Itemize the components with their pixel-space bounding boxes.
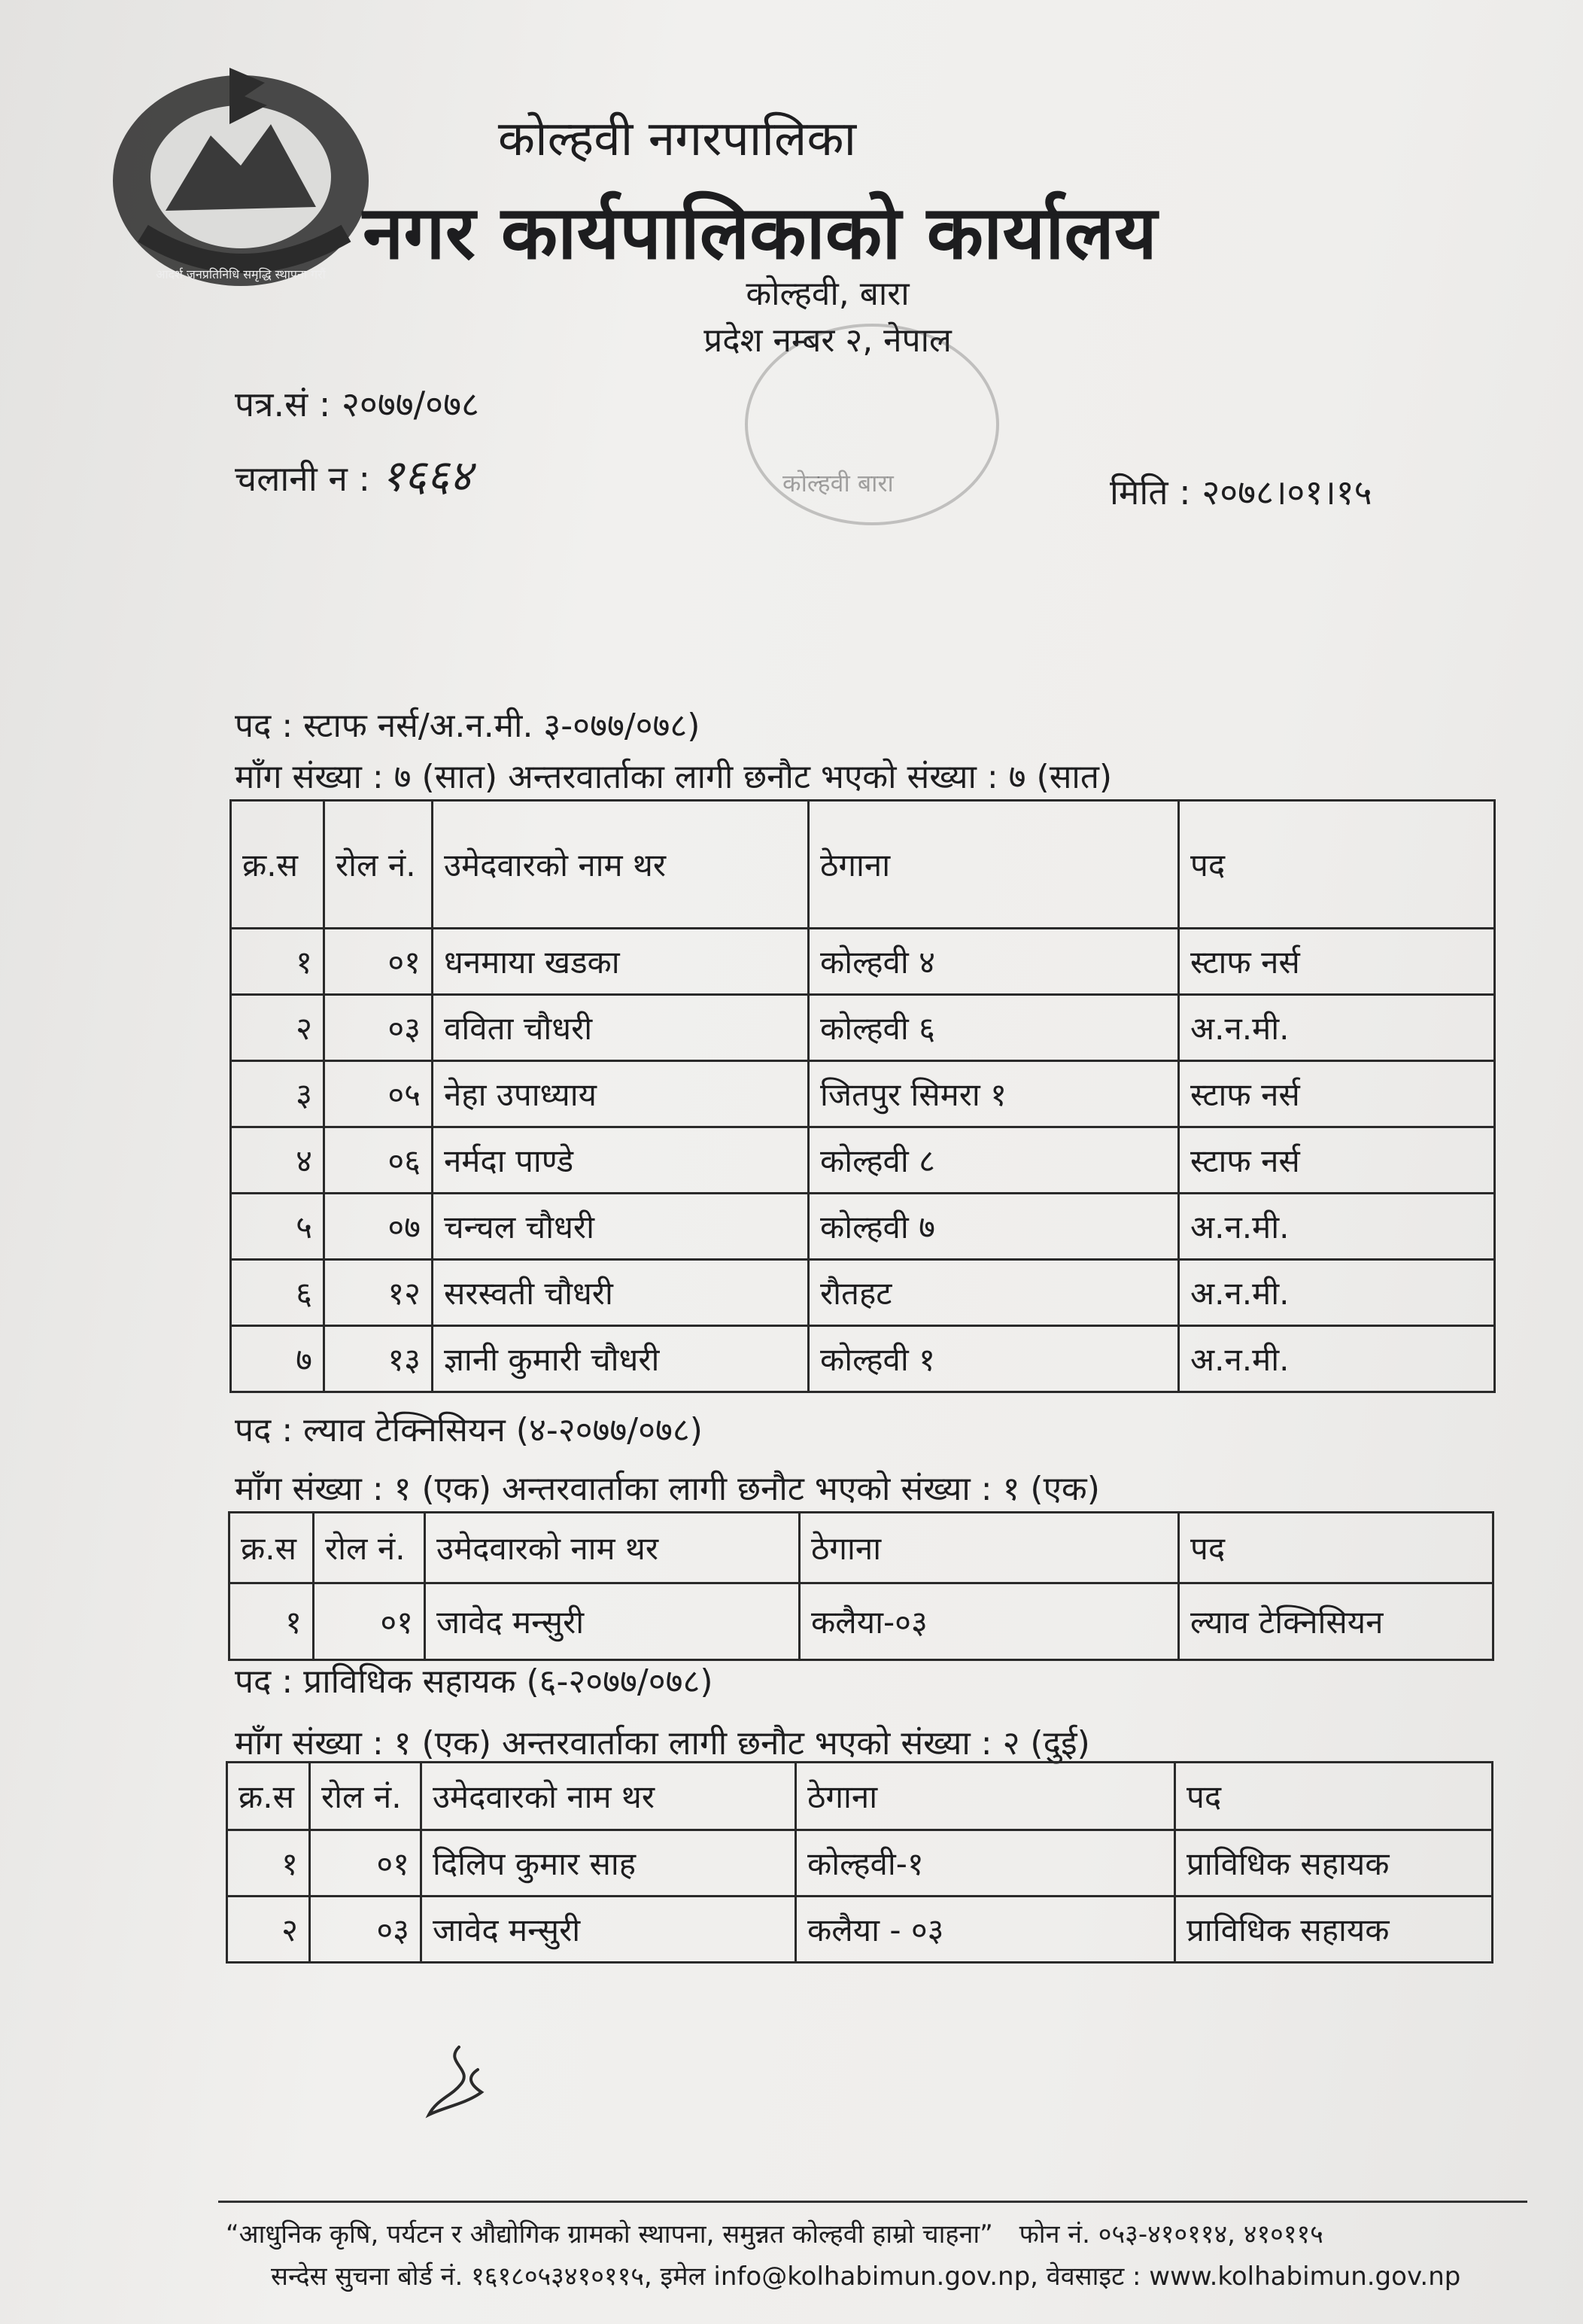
section-3-table — [226, 1761, 1493, 1964]
cell-roll: ०७ — [324, 1194, 433, 1260]
table-row — [231, 1061, 1495, 1127]
cell-address: कोल्हवी ८ — [809, 1127, 1179, 1194]
cell-roll: ०३ — [324, 995, 433, 1061]
cell-address: कोल्हवी ७ — [809, 1194, 1179, 1260]
header-address: ठेगाना — [800, 1513, 1179, 1583]
section-1-table — [229, 799, 1496, 1393]
date-label: मिति : — [1110, 472, 1191, 513]
date-value: २०७८।०१।१५ — [1202, 472, 1372, 513]
cell-post: ल्याव टेक्निसियन — [1179, 1583, 1493, 1660]
header-roll: रोल नं. — [324, 801, 433, 929]
table-row — [227, 1830, 1493, 1897]
cell-roll: ०६ — [324, 1127, 433, 1194]
cell-address: कलैया - ०३ — [796, 1897, 1175, 1963]
cell-name: नेहा उपाध्याय — [433, 1061, 809, 1127]
header-name: उमेदवारको नाम थर — [425, 1513, 800, 1583]
section-3-post: पद : प्राविधिक सहायक (६-२०७७/०७८) — [235, 1662, 713, 1701]
table-row — [231, 1326, 1495, 1392]
cell-sn: ३ — [231, 1061, 324, 1127]
cell-post: अ.न.मी. — [1179, 1326, 1495, 1392]
section-2-demand: माँग संख्या : १ (एक) अन्तरवार्ताका लागी छनौट भएको संख्या : १ (एक) — [235, 1470, 1100, 1508]
header-address: ठेगाना — [796, 1763, 1175, 1830]
cell-name: सरस्वती चौधरी — [433, 1260, 809, 1326]
signature-mark — [414, 2032, 519, 2137]
cell-name: नर्मदा पाण्डे — [433, 1127, 809, 1194]
section-1-post: पद : स्टाफ नर्स/अ.न.मी. ३-०७७/०७८) — [235, 707, 700, 745]
municipality-name: कोल्हवी नगरपालिका — [497, 111, 857, 167]
cell-address: कोल्हवी ४ — [809, 929, 1179, 995]
header-post: पद — [1175, 1763, 1493, 1830]
cell-sn: १ — [231, 929, 324, 995]
cell-sn: ६ — [231, 1260, 324, 1326]
header-sn: क्र.स — [229, 1513, 314, 1583]
cell-name: ज्ञानी कुमारी चौधरी — [433, 1326, 809, 1392]
office-address-line2: प्रदेश नम्बर २, नेपाल — [703, 321, 952, 360]
header-roll: रोल नं. — [310, 1763, 421, 1830]
cell-roll: १३ — [324, 1326, 433, 1392]
cell-sn: २ — [227, 1897, 310, 1963]
header-post: पद — [1179, 1513, 1493, 1583]
table-row — [231, 929, 1495, 995]
cell-address: कोल्हवी १ — [809, 1326, 1179, 1392]
cell-sn: ५ — [231, 1194, 324, 1260]
patra-value: २०७७/०७८ — [341, 384, 479, 424]
footer-phone: फोन नं. ०५३-४१०११४, ४१०११५ — [1019, 2219, 1323, 2249]
chalani-value: १६६४ — [381, 450, 472, 501]
cell-roll: ०३ — [310, 1897, 421, 1963]
section-3-demand: माँग संख्या : १ (एक) अन्तरवार्ताका लागी छनौट भएको संख्या : २ (दुई) — [235, 1724, 1090, 1763]
cell-name: जावेद मन्सुरी — [425, 1583, 800, 1660]
chalani-number — [235, 444, 472, 503]
cell-name: जावेद मन्सुरी — [421, 1897, 796, 1963]
stamp-text: कोल्हवी बारा — [782, 469, 894, 497]
cell-post: प्राविधिक सहायक — [1175, 1830, 1493, 1897]
header-name: उमेदवारको नाम थर — [421, 1763, 796, 1830]
table-row — [231, 1260, 1495, 1326]
cell-roll: ०१ — [310, 1830, 421, 1897]
header-address: ठेगाना — [809, 801, 1179, 929]
table-row — [231, 1194, 1495, 1260]
cell-roll: ०५ — [324, 1061, 433, 1127]
section-2-table — [228, 1511, 1494, 1661]
cell-address: कोल्हवी-१ — [796, 1830, 1175, 1897]
section-1-demand: माँग संख्या : ७ (सात) अन्तरवार्ताका लागी छनौट भएको संख्या : ७ (सात) — [235, 758, 1113, 796]
cell-post: अ.न.मी. — [1179, 995, 1495, 1061]
cell-address: कलैया-०३ — [800, 1583, 1179, 1660]
table-row — [229, 1583, 1493, 1660]
header-name: उमेदवारको नाम थर — [433, 801, 809, 929]
cell-roll: ०१ — [314, 1583, 425, 1660]
table-header-row — [227, 1763, 1493, 1830]
table-row — [231, 995, 1495, 1061]
patra-label: पत्र.सं : — [235, 384, 331, 424]
emblem-text: आदर्श जनप्रतिनिधि समृद्धि स्थापना गरौं — [156, 267, 326, 281]
cell-name: दिलिप कुमार साह — [421, 1830, 796, 1897]
header-sn: क्र.स — [227, 1763, 310, 1830]
cell-sn: २ — [231, 995, 324, 1061]
cell-address: जितपुर सिमरा १ — [809, 1061, 1179, 1127]
footer-slogan: “आधुनिक कृषि, पर्यटन र औद्योगिक ग्रामको स्थापना, समुन्नत कोल्हवी हाम्रो चाहना” — [226, 2219, 993, 2249]
table-header-row — [229, 1513, 1493, 1583]
cell-sn: ४ — [231, 1127, 324, 1194]
cell-roll: ०१ — [324, 929, 433, 995]
cell-name: धनमाया खडका — [433, 929, 809, 995]
header-post: पद — [1179, 801, 1495, 929]
footer-divider — [218, 2201, 1527, 2203]
cell-address: रौतहट — [809, 1260, 1179, 1326]
footer-slogan-line — [226, 2216, 1323, 2250]
cell-address: कोल्हवी ६ — [809, 995, 1179, 1061]
header-roll: रोल नं. — [314, 1513, 425, 1583]
footer-contact: सन्देस सुचना बोर्ड नं. १६१८०५३४१०११५, इमेल info@kolhabimun.gov.np, वेवसाइट : www.kolhabimun.gov.np — [271, 2262, 1461, 2292]
office-address-line1: कोल्हवी, बारा — [746, 275, 910, 313]
cell-sn: १ — [229, 1583, 314, 1660]
table-row — [227, 1897, 1493, 1963]
office-title: नगर कार्यपालिकाको कार्यालय — [363, 190, 1157, 276]
cell-post: अ.न.मी. — [1179, 1260, 1495, 1326]
cell-post: स्टाफ नर्स — [1179, 929, 1495, 995]
cell-roll: १२ — [324, 1260, 433, 1326]
table-row — [231, 1127, 1495, 1194]
cell-sn: १ — [227, 1830, 310, 1897]
header-sn: क्र.स — [231, 801, 324, 929]
cell-post: अ.न.मी. — [1179, 1194, 1495, 1260]
cell-post: स्टाफ नर्स — [1179, 1061, 1495, 1127]
cell-sn: ७ — [231, 1326, 324, 1392]
cell-post: स्टाफ नर्स — [1179, 1127, 1495, 1194]
chalani-label: चलानी न : — [235, 458, 371, 499]
cell-post: प्राविधिक सहायक — [1175, 1897, 1493, 1963]
letter-date — [1110, 468, 1372, 515]
patra-number — [235, 380, 479, 427]
table-header-row — [231, 801, 1495, 929]
cell-name: चन्चल चौधरी — [433, 1194, 809, 1260]
section-2-post: पद : ल्याव टेक्निसियन (४-२०७७/०७८) — [235, 1411, 703, 1449]
cell-name: वविता चौधरी — [433, 995, 809, 1061]
